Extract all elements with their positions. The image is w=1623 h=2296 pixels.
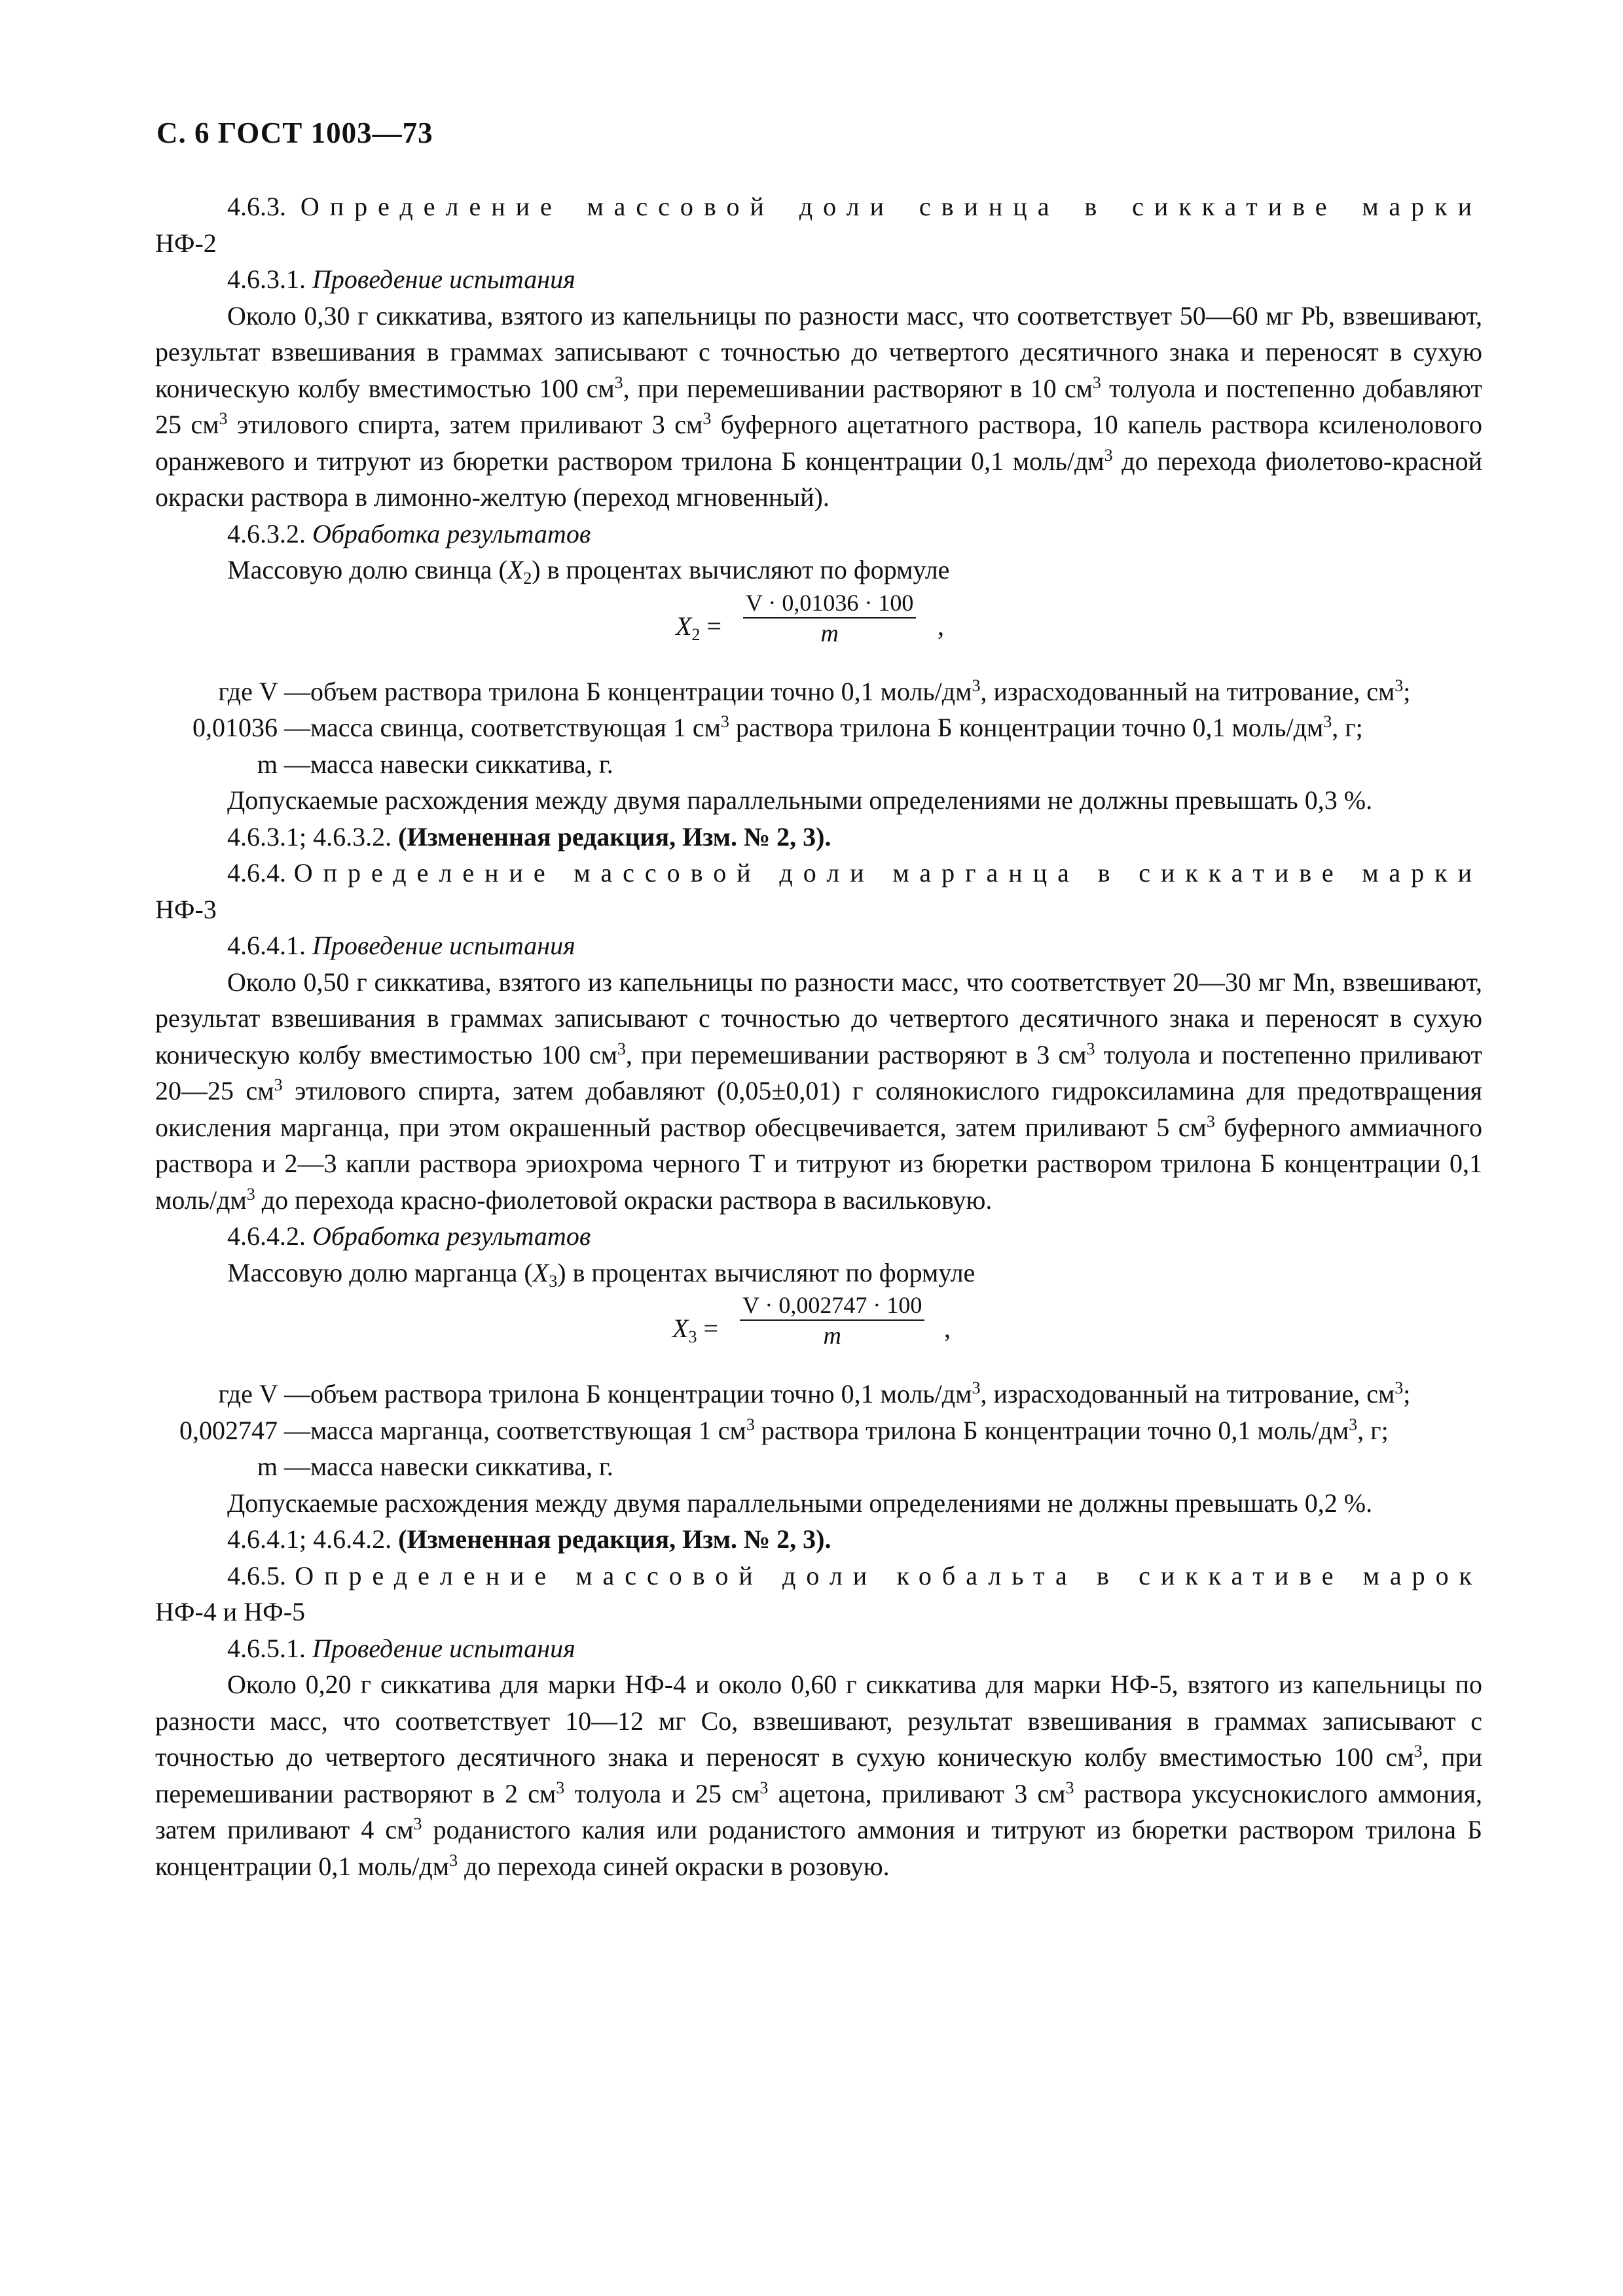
formula-legend-manganese: где V — объем раствора трилона Б концентрации точно 0,1 моль/$дм^3$, израсходованный на титрование, $см^3$; 0,002747 — масса марганца, соответствующая 1 $см^3$ раствора трилона Б концентрации точно 0,1 моль/$дм^3$, г; m — масса навески сиккатива, г. [179,1378,1411,1481]
paragraph-formula-intro-lead: Массовую долю свинца $(X_2)$ в процентах вычисляют по формуле [227,555,950,588]
subsection-heading-4-6-5-1: 4.6.5.1. Проведение испытания [227,1633,575,1663]
tolerance-lead: Допускаемые расхождения между двумя параллельными определениями не должны превышать 0,3 %. [227,785,1373,815]
section-heading-4-6-3: 4.6.3. Определение массовой доли свинца в сиккативе марки НФ-2 [155,192,1482,258]
paragraph-test-procedure-cobalt: Около 0,20 г сиккатива для марки НФ-4 и около 0,60 г сиккатива для марки НФ-5, взятого из капельницы по разности масс, что соответствует 10—12 мг Co, взвешивают, результат взвешивания в граммах записывают с точностью до четвертого десятичного знака и переносят в сухую коническую колбу вместимостью 100 $см^3$, при перемешивании растворяют в 2 $см^3$ толуола и 25 $см^3$ ацетона, приливают 3 $см^3$ раствора уксуснокислого аммония, затем приливают 4 $см^3$ роданистого калия или роданистого аммония и титруют из бюретки раствором трилона Б концентрации 0,1 моль/$дм^3$ до перехода синей окраски в розовую. [155,1670,1483,1881]
section-heading-4-6-5: 4.6.5. Определение массовой доли кобальта в сиккативе марок НФ-4 и НФ-5 [155,1560,1483,1626]
formula-numerator: V · 0,002747 · 100 [740,1291,924,1321]
formula-legend-lead: где V — объем раствора трилона Б концентрации точно 0,1 моль/$дм^3$, израсходованный на титрование, $см^3$; 0,01036 — масса свинца, соответствующая 1 $см^3$ раствора трилона Б концентрации точно 0,1 моль/$дм^3$, г; m — масса навески сиккатива, г. [192,675,1411,779]
formula-lead: $X_2$ = $\frac{V \cdot 0,01036 \cdot 100}{m}$ , [676,589,944,647]
formula-denominator: m [820,619,839,647]
paragraph-test-procedure-manganese: Около 0,50 г сиккатива, взятого из капельницы по разности масс, что соответствует 20—30 мг Mn, взвешивают, результат взвешивания в граммах записывают с точностью до четвертого десятичного знака и переносят в сухую коническую колбу вместимостью 100 $см^3$, при перемешивании растворяют в 3 $см^3$ толуола и постепенно приливают 20—25 $см^3$ этилового спирта, затем добавляют (0,05±0,01) г солянокислого гидроксиламина для предотвращения окисления марганца, при этом окрашенный раствор обесцвечивается, затем приливают 5 $см^3$ буферного аммиачного раствора и 2—3 капли раствора эриохрома черного Т и титруют из бюретки раствором трилона Б концентрации 0,1 моль/$дм^3$ до перехода красно-фиолетовой окраски раствора в васильковую. [155,967,1482,1215]
subsection-heading-4-6-3-2: 4.6.3.2. Обработка результатов [227,518,591,548]
formula-manganese: $X_3$ = $\frac{V \cdot 0,002747 \cdot 100}{m}$ , [672,1292,951,1350]
amendment-ref-lead: 4.6.3.1; 4.6.3.2. (Измененная редакция, Изм. № 2, 3). [227,821,831,852]
formula-numerator: V · 0,01036 · 100 [743,588,916,619]
subsection-heading-4-6-4-2: 4.6.4.2. Обработка результатов [227,1221,591,1251]
section-heading-4-6-4: 4.6.4. Определение массовой доли марганца в сиккативе марки НФ-3 [155,858,1483,924]
page-header: С. 6 ГОСТ 1003—73 [156,117,433,149]
amendment-ref-manganese: 4.6.4.1; 4.6.4.2. (Измененная редакция, Изм. № 2, 3). [227,1524,831,1554]
subsection-heading-4-6-4-1: 4.6.4.1. Проведение испытания [227,931,575,960]
paragraph-formula-intro-manganese: Массовую долю марганца $(X_3)$ в процентах вычисляют по формуле [227,1257,976,1291]
paragraph-test-procedure-lead: Около 0,30 г сиккатива, взятого из капельницы по разности масс, что соответствует 50—60 мг Pb, взвешивают, результат взвешивания в граммах записывают с точностью до четвертого десятичного знака и переносят в сухую коническую колбу вместимостью 100 $см^3$, при перемешивании растворяют в 10 $см^3$ толуола и постепенно добавляют 25 $см^3$ этилового спирта, затем приливают 3 $см^3$ буферного ацетатного раствора, 10 капель раствора ксиленолового оранжевого и титруют из бюретки раствором трилона Б концентрации 0,1 моль/$дм^3$ до перехода фиолетово-красной окраски раствора в лимонно-желтую (переход мгновенный). [155,300,1483,512]
subsection-heading-4-6-3-1: 4.6.3.1. Проведение испытания [227,264,575,294]
formula-denominator: m [823,1322,841,1350]
tolerance-manganese: Допускаемые расхождения между двумя параллельными определениями не должны превышать 0,2 %. [227,1488,1373,1518]
document-body [155,188,1482,1884]
